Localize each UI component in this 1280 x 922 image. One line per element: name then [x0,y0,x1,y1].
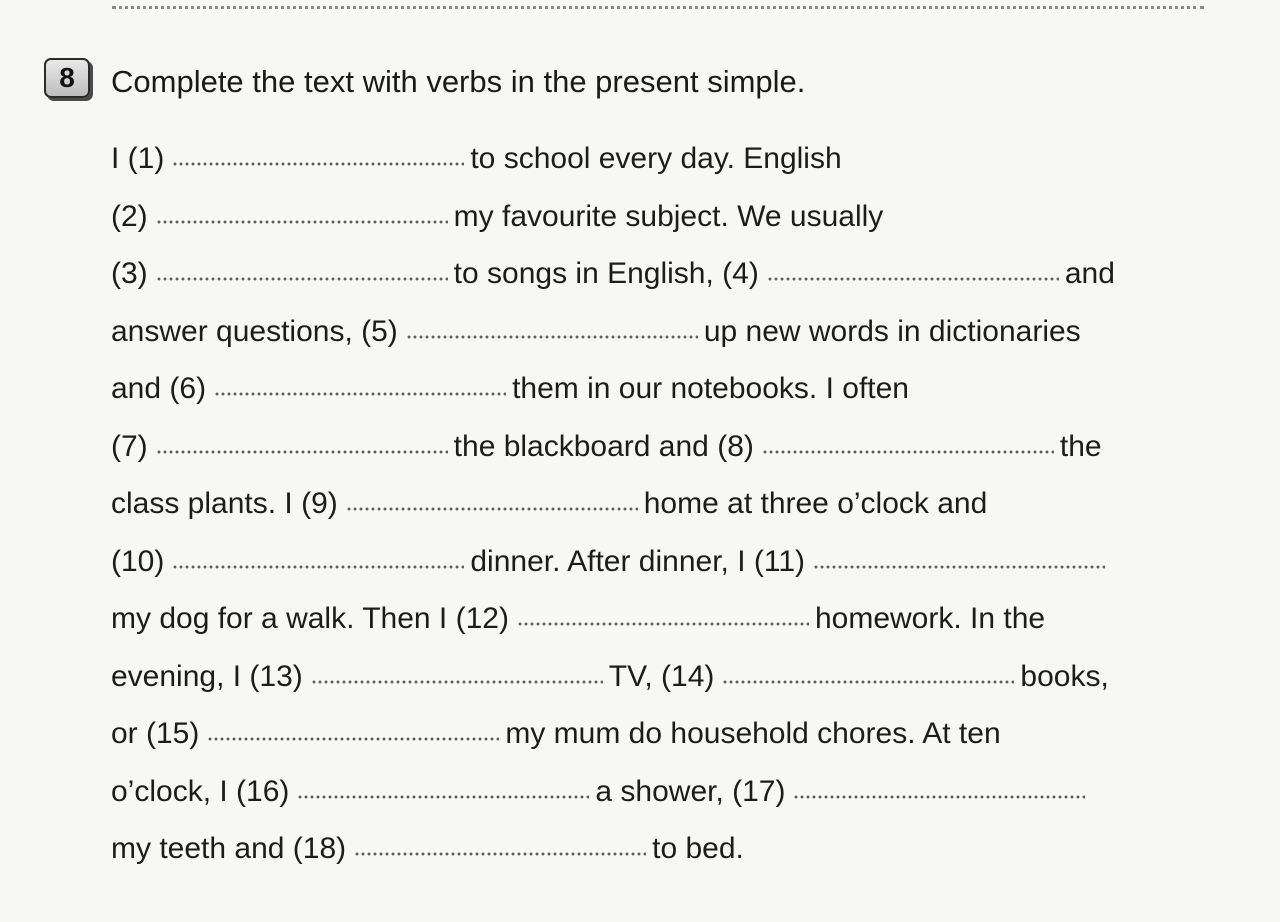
exercise-instruction: Complete the text with verbs in the present simple. [111,64,806,99]
answer-blank-10[interactable] [172,565,464,569]
text-line-6 [111,427,1221,485]
answer-blank-11[interactable] [813,565,1105,569]
exercise-number-badge [44,58,90,98]
text-line-7 [111,484,1221,542]
top-dotted-rule [112,0,1204,9]
text-segment: TV, (14) [608,659,715,693]
text-segment: evening, I (13) [111,659,303,693]
text-segment: my dog for a walk. Then I (12) [111,602,509,635]
exercise-number: 8 [59,62,75,93]
text-segment: dinner. After dinner, I (11) [470,544,806,578]
text-line-3 [111,254,1221,312]
text-line-10 [111,657,1221,715]
text-segment: the blackboard and (8) [453,429,754,463]
text-segment: my teeth and (18) [111,832,347,865]
answer-blank-12[interactable] [517,622,809,626]
text-line-11 [111,714,1221,772]
text-segment: the [1059,429,1102,463]
text-segment: a shower, (17) [595,774,786,808]
answer-blank-18[interactable] [354,852,646,856]
text-segment: and [1064,257,1115,290]
text-line-1 [111,139,1221,197]
answer-blank-13[interactable] [311,680,603,684]
text-segment: to school every day. English [470,142,842,175]
answer-blank-7[interactable] [156,450,448,454]
text-line-13 [111,829,1221,887]
text-segment: up new words in dictionaries [703,314,1081,348]
text-line-8 [111,542,1221,600]
text-segment: and (6) [111,372,207,405]
text-segment: (2) [111,199,148,233]
text-segment: my mum do household chores. At ten [505,717,1001,750]
answer-blank-17[interactable] [793,795,1085,799]
text-line-4 [111,312,1221,370]
answer-blank-8[interactable] [762,450,1054,454]
text-segment: o’clock, I (16) [111,774,290,808]
answer-blank-6[interactable] [214,392,506,396]
text-segment: them in our notebooks. I often [512,372,909,405]
answer-blank-14[interactable] [722,680,1014,684]
answer-blank-2[interactable] [156,220,448,224]
answer-blank-3[interactable] [156,277,448,281]
text-segment: or (15) [111,717,200,750]
text-line-12 [111,772,1221,830]
gap-fill-text [111,139,1221,887]
text-segment: I (1) [111,142,165,175]
text-line-2 [111,197,1221,255]
text-segment: homework. In the [814,602,1046,635]
text-segment: to songs in English, (4) [453,257,759,290]
text-segment: class plants. I (9) [111,487,338,520]
text-segment: to bed. [652,832,744,865]
answer-blank-4[interactable] [767,277,1059,281]
answer-blank-9[interactable] [346,507,638,511]
answer-blank-15[interactable] [207,737,499,741]
text-segment: answer questions, (5) [111,314,398,348]
text-line-9 [111,599,1221,657]
text-segment: (7) [111,429,148,463]
answer-blank-5[interactable] [406,335,698,339]
text-segment: my favourite subject. We usually [453,199,884,233]
text-line-5 [111,369,1221,427]
text-segment: (3) [111,257,148,290]
answer-blank-1[interactable] [172,162,464,166]
text-segment: (10) [111,544,165,578]
answer-blank-16[interactable] [297,795,589,799]
text-segment: home at three o’clock and [643,487,988,520]
text-segment: books, [1020,659,1109,693]
